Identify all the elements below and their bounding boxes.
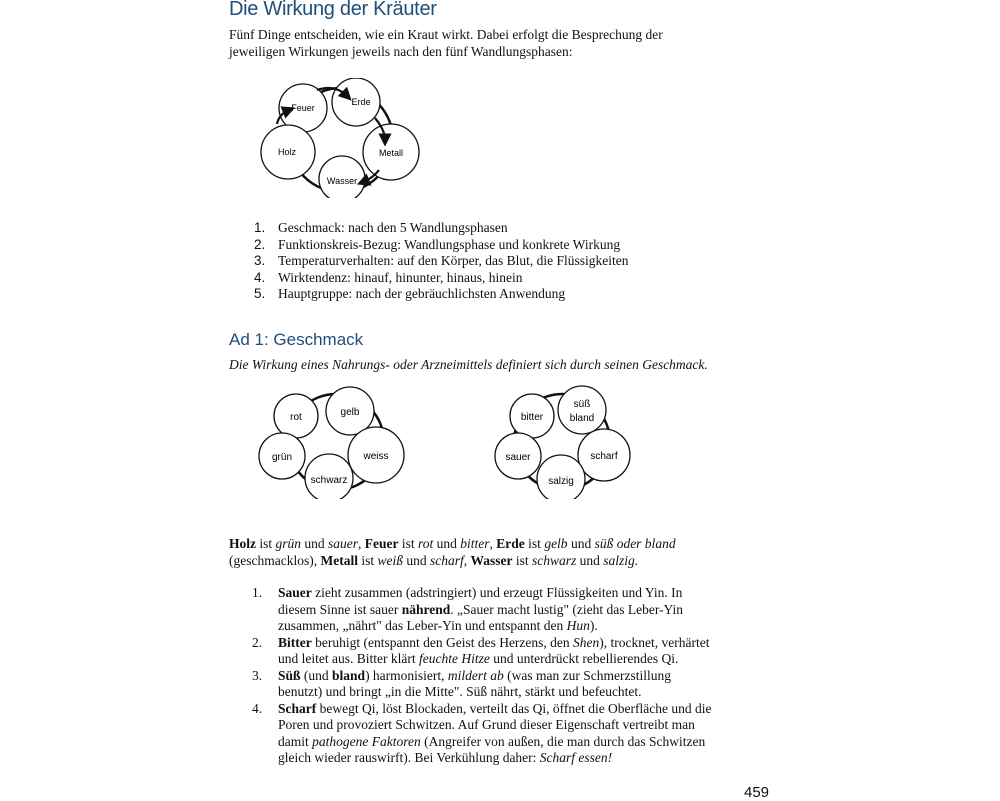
text: (Angreifer von außen, die man durch das Schwitzen: [420, 733, 706, 749]
term: Süß: [278, 667, 301, 683]
list-number: 4.: [252, 700, 263, 716]
term: Shen: [573, 634, 600, 650]
term: bland: [332, 667, 366, 683]
list-item: [252, 585, 712, 635]
list-number: 1.: [252, 585, 263, 600]
term: bitter: [460, 536, 490, 551]
term: Wasser: [470, 552, 513, 568]
colors-diagram: [258, 384, 418, 499]
list-number: 2.: [254, 236, 266, 252]
term: Erde: [496, 536, 525, 551]
list-item: [254, 270, 629, 287]
term: Holz: [229, 536, 256, 551]
text: bewegt Qi, löst Blockaden, verteilt das Qi, öffnet die Oberfläche und die: [316, 700, 712, 716]
label-gruen: grün: [271, 452, 293, 463]
text: und unterdrückt rebellierendes Qi.: [489, 651, 679, 666]
summary-line-1: [229, 536, 676, 553]
label-schwarz: schwarz: [310, 475, 348, 486]
term: mildert ab: [447, 667, 504, 683]
label-wasser: Wasser: [326, 176, 358, 186]
text: (und: [300, 667, 333, 683]
list-number: 3.: [254, 253, 266, 268]
tastes-list: [252, 585, 712, 767]
list-number: 5.: [254, 286, 266, 301]
label-bitter: bitter: [520, 412, 544, 423]
term: Hun: [566, 618, 590, 633]
list-number: 4.: [254, 269, 266, 285]
text: diesem Sinne ist sauer: [278, 601, 402, 617]
text: und: [567, 536, 595, 551]
text: und: [301, 536, 329, 551]
text: und: [433, 536, 461, 551]
text: ist: [512, 552, 532, 568]
section-subtitle: Die Wirkung eines Nahrungs- oder Arzneimittels definiert sich durch seinen Geschmack.: [229, 357, 708, 372]
term: Bitter: [278, 634, 312, 650]
list-item: [252, 668, 712, 701]
text: und: [576, 552, 604, 568]
term: gelb: [544, 536, 568, 551]
text: . „Sauer macht lustig" (zieht das Leber-Yin: [450, 601, 684, 617]
text: und leitet aus. Bitter klärt: [278, 651, 419, 666]
list-item: [254, 237, 629, 254]
term: schwarz: [531, 552, 577, 568]
list-text: Wirktendenz: hinauf, hinunter, hinaus, hinein: [278, 269, 523, 285]
text: damit: [278, 733, 313, 749]
text: ,: [489, 536, 497, 551]
text: und: [402, 552, 430, 568]
text: ist: [398, 536, 419, 551]
list-number: 1.: [254, 220, 266, 235]
label-weiss: weiss: [363, 451, 389, 462]
tastes-diagram: [490, 384, 640, 499]
criteria-list: [254, 220, 629, 303]
text: ) harmonisiert,: [365, 667, 448, 683]
list-text: Funktionskreis-Bezug: Wandlungsphase und konkrete Wirkung: [278, 236, 621, 252]
text: ist: [524, 536, 545, 551]
term: weiß: [377, 552, 403, 568]
five-phases-diagram: [255, 78, 430, 198]
text: zusammen, „nährt" das Leber-Yin und entspannt den: [278, 618, 567, 633]
label-gelb: gelb: [340, 407, 360, 418]
text: ).: [589, 618, 598, 633]
intro-line-1: Fünf Dinge entscheiden, wie ein Kraut wirkt. Dabei erfolgt die Besprechung der: [229, 27, 663, 42]
term: Feuer: [364, 536, 399, 551]
label-feuer: Feuer: [291, 103, 315, 113]
list-number: 3.: [252, 667, 263, 683]
label-scharf: scharf: [590, 451, 618, 462]
list-text: Hauptgruppe: nach der gebräuchlichsten Anwendung: [278, 286, 566, 301]
term: Metall: [320, 552, 358, 568]
term: scharf: [429, 552, 464, 568]
list-item: [252, 635, 712, 668]
list-item: [254, 253, 629, 270]
term: feuchte Hitze: [418, 651, 490, 666]
label-holz: Holz: [277, 147, 297, 157]
term: Scharf: [278, 700, 317, 716]
label-rot: rot: [290, 412, 302, 423]
label-suess: süß: [573, 399, 591, 410]
page-number: 459: [744, 784, 770, 801]
label-salzig: salzig: [548, 476, 574, 487]
list-number: 2.: [252, 634, 263, 650]
list-item: [254, 220, 629, 237]
intro-line-2: jeweiligen Wirkungen jeweils nach den fünf Wandlungsphasen:: [229, 43, 573, 59]
list-item: [254, 286, 629, 303]
list-text: Temperaturverhalten: auf den Körper, das Blut, die Flüssigkeiten: [278, 253, 629, 268]
text: ist: [357, 552, 378, 568]
text: ), trocknet, verhärtet: [599, 634, 710, 650]
term: salzig.: [603, 552, 639, 568]
text: gleich wieder rauswirft). Bei Verkühlung daher:: [278, 750, 540, 765]
text: zieht zusammen (adstringiert) und erzeugt Flüssigkeiten und Yin. In: [311, 585, 683, 600]
text: beruhigt (entspannt den Geist des Herzens, den: [311, 634, 574, 650]
summary-line-2: [229, 553, 676, 570]
term: nährend: [401, 601, 451, 617]
term: rot: [418, 536, 434, 551]
term: sauer: [328, 536, 359, 551]
text: (was man zur Schmerzstillung: [503, 667, 672, 683]
term: süß oder bland: [594, 536, 676, 551]
summary-paragraph: [229, 536, 676, 569]
label-metall: Metall: [378, 148, 404, 158]
text: benutzt) und bringt „in die Mitte". Süß nährt, stärkt und befeuchtet.: [278, 684, 642, 699]
label-sauer: sauer: [505, 452, 531, 463]
list-text: Geschmack: nach den 5 Wandlungsphasen: [278, 220, 508, 235]
label-erde: Erde: [351, 97, 371, 107]
term: pathogene Faktoren: [312, 733, 421, 749]
term: Sauer: [278, 585, 312, 600]
text: ist: [256, 536, 276, 551]
text: (geschmacklos),: [229, 552, 321, 568]
term: Scharf essen!: [539, 750, 613, 765]
text: Poren und provoziert Schwitzen. Auf Grund dieser Eigenschaft vertreibt man: [278, 717, 695, 732]
node-suess: [558, 386, 606, 434]
text: ,: [463, 552, 471, 568]
page-title: Die Wirkung der Kräuter: [229, 0, 437, 20]
intro-paragraph: [229, 27, 663, 60]
label-bland: bland: [569, 413, 595, 424]
section-heading: Ad 1: Geschmack: [229, 330, 364, 349]
list-item: [252, 701, 712, 767]
text: ,: [358, 536, 365, 551]
term: grün: [275, 536, 302, 551]
